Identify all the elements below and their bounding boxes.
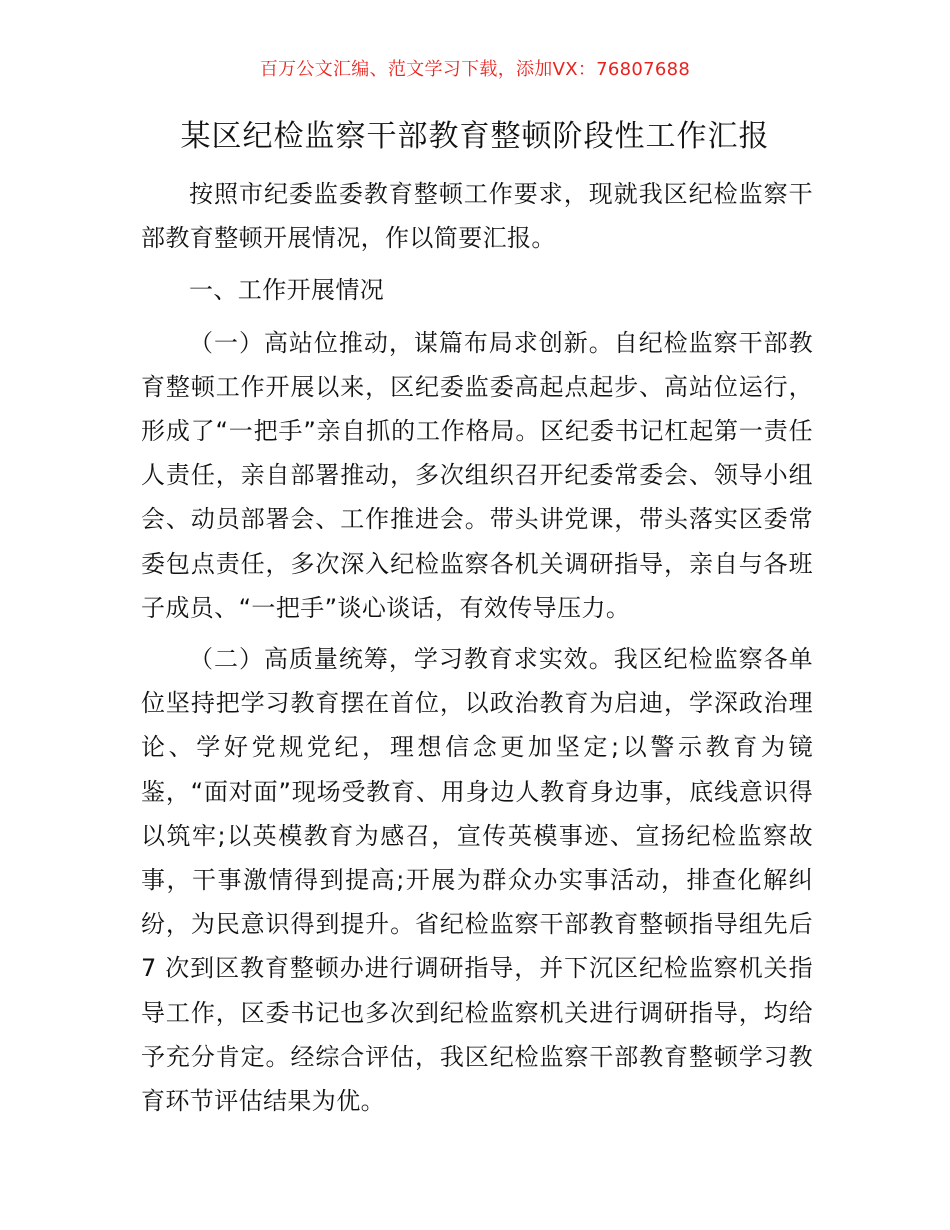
document-title: 某区纪检监察干部教育整顿阶段性工作汇报 — [180, 119, 770, 154]
paragraph: （一）高站位推动，谋篇布局求创新。自纪检监察干部教育整顿工作开展以来，区纪委监委高起点起步、高站位运行，形成了“一把手”亲自抓的工作格局。区纪委书记杠起第一责任人责任，亲自部署推动，多次组织召开纪委常委会、领导小组会、动员部署会、工作推进会。带头讲党课，带头落实区委常委包点责任，多次深入纪检监察各机关调研指导，亲自与各班子成员、“一把手”谈心谈话，有效传导压力。 — [141, 328, 813, 622]
paragraph: （二）高质量统筹，学习教育求实效。我区纪检监察各单位坚持把学习教育摆在首位，以政治教育为启迪，学深政治理论、学好党规党纪，理想信念更加坚定;以警示教育为镜鉴，“面对面”现场受教育、用身边人教育身边事，底线意识得以筑牢;以英模教育为感召，宣传英模事迹、宣扬纪检监察故事，干事激情得到提高;开展为群众办实事活动，排查化解纠纷，为民意识得到提升。省纪检监察干部教育整顿指导组先后 7 次到区教育整顿办进行调研指导，并下沉区纪检监察机关指导工作，区委书记也多次到纪检监察机关进行调研指导，均给予充分肯定。经综合评估，我区纪检监察干部教育整顿学习教育环节评估结果为优。 — [141, 645, 813, 1116]
document-body — [141, 172, 813, 1123]
section-heading: 一、工作开展情况 — [189, 276, 385, 305]
intro-paragraph: 按照市纪委监委教育整顿工作要求，现就我区纪检监察干部教育整顿开展情况，作以简要汇报。 — [141, 180, 813, 253]
header-banner: 百万公文汇编、范文学习下载，添加VX：76807688 — [259, 59, 691, 80]
